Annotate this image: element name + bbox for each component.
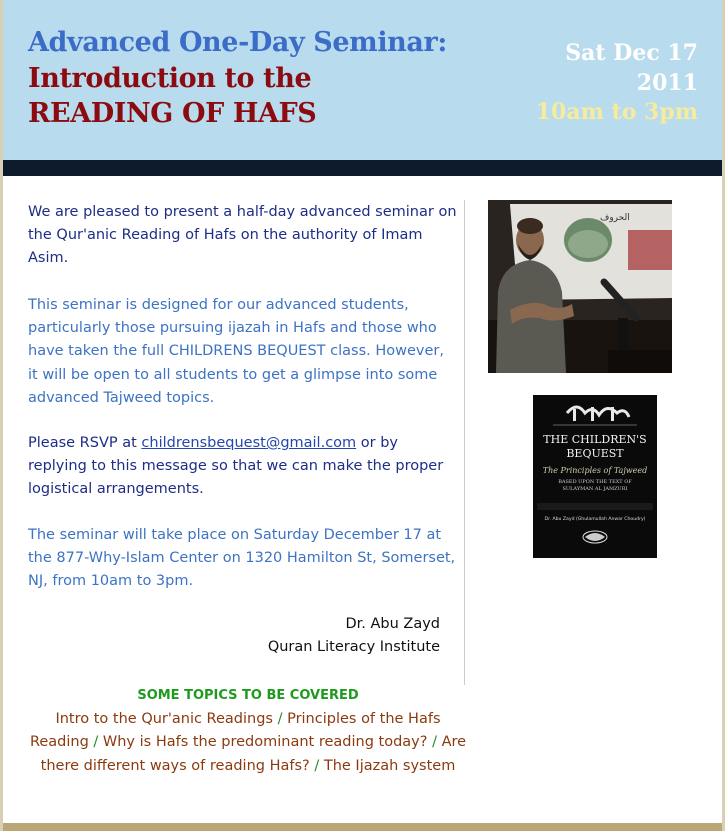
book-subtitle: The Principles of Tajweed	[542, 466, 648, 475]
footer-bar	[3, 823, 722, 831]
header-divider-bar	[3, 160, 722, 176]
event-year: 2011	[636, 70, 698, 96]
topic-separator: /	[277, 711, 283, 727]
book-author: Dr. Abu Zayd (Ghulamullah Anwar Choudry)	[544, 517, 646, 522]
details-paragraph: The seminar will take place on Saturday December 17 at the 877-Why-Islam Center on 1320 Hamilton St, Somerset, NJ, from 10am to 3pm.	[28, 527, 456, 590]
topics-heading: SOME TOPICS TO BE COVERED	[137, 688, 359, 703]
topic-item: The Ijazah system	[323, 757, 456, 774]
book-title-line1: THE CHILDREN'S	[543, 433, 647, 446]
book-cover-art	[533, 395, 657, 558]
topic-item: Principles of the Hafs Reading	[29, 711, 441, 751]
column-divider	[464, 200, 465, 685]
topic-separator: /	[93, 734, 99, 751]
header-banner	[3, 0, 722, 160]
topic-item: Intro to the Qur'anic Readings	[55, 711, 273, 727]
event-day: Sat Dec 17	[565, 40, 698, 66]
book-title-line2: BEQUEST	[566, 447, 624, 460]
audience-text-2: However, it will be open to all students to get a glimpse into some advanced Tajweed topics.	[28, 343, 444, 406]
signature-name: Dr. Abu Zayd	[345, 616, 440, 632]
event-time: 10am to 3pm	[535, 99, 698, 125]
rsvp-suffix: or by replying to this message so that we can make the proper logistical arrangements.	[28, 435, 444, 498]
rsvp-prefix: Please RSVP at	[28, 435, 142, 451]
topics-list	[28, 708, 468, 778]
topic-item: Are there different ways of reading Hafs?	[40, 734, 467, 774]
book-cover-image	[533, 395, 657, 558]
rsvp-email-link[interactable]: childrensbequest@gmail.com	[141, 435, 357, 451]
topic-separator: /	[432, 734, 437, 751]
book-source-author: SULAYMAN AL JAMZURI	[562, 486, 628, 492]
audience-paragraph	[28, 294, 458, 410]
instructor-photo-illustration	[488, 200, 672, 373]
seminar-type-heading: Advanced One-Day Seminar:	[28, 27, 447, 58]
instructor-photo	[488, 200, 672, 373]
seminar-title-line2: READING OF HAFS	[28, 98, 317, 129]
signature-organization: Quran Literacy Institute	[267, 639, 440, 655]
seminar-title-line1: Introduction to the	[28, 63, 312, 94]
svg-text:ﺍﻟﺤﺮﻭﻑ: ﺍﻟﺤﺮﻭﻑ	[600, 213, 630, 223]
topic-separator: /	[314, 757, 320, 774]
audience-text-1: This seminar is designed for our advanced students, particularly those pursuing ijazah in Hafs and those who have taken the full CHILDRENS BEQUEST class.	[28, 297, 437, 360]
topic-item: Why is Hafs the predominant reading today?	[102, 734, 428, 751]
intro-paragraph: We are pleased to present a half-day advanced seminar on the Qur'anic Reading of Hafs on the authority of Imam Asim.	[28, 204, 457, 267]
rsvp-paragraph	[28, 432, 458, 502]
book-based-on: BASED UPON THE TEXT OF	[558, 479, 632, 485]
